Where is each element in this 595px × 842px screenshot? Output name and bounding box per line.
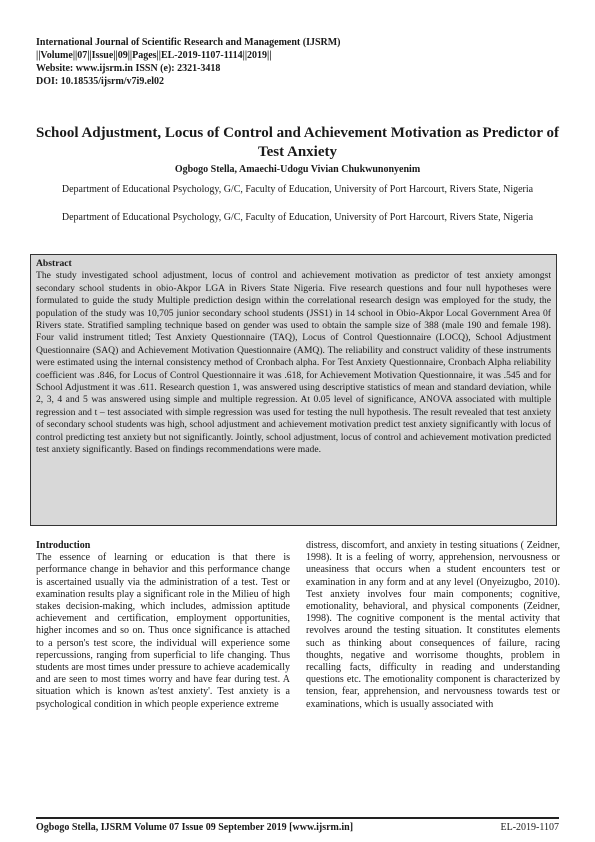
website-line: Website: www.ijsrm.in ISSN (e): 2321-3418: [36, 63, 221, 74]
footer-page-id: EL-2019-1107: [500, 822, 559, 833]
affiliation-1: Department of Educational Psychology, G/C, Faculty of Education, University of Port Harcourt, Rivers State, Nigeria: [61, 184, 534, 195]
footer-divider: [36, 817, 559, 819]
journal-name: International Journal of Scientific Research and Management (IJSRM): [36, 37, 341, 48]
affiliation-2: Department of Educational Psychology, G/C, Faculty of Education, University of Port Harcourt, Rivers State, Nigeria: [61, 212, 534, 223]
journal-header: [36, 36, 559, 88]
doi-line: DOI: 10.18535/ijsrm/v7i9.el02: [36, 76, 165, 87]
right-column: [306, 540, 560, 711]
abstract-box: [30, 254, 557, 526]
abstract-heading: Abstract: [36, 258, 72, 269]
footer-citation: Ogbogo Stella, IJSRM Volume 07 Issue 09 September 2019 [www.ijsrm.in]: [36, 822, 354, 833]
left-column: [36, 540, 290, 711]
introduction-right-text: distress, discomfort, and anxiety in testing situations ( Zeidner, 1998). It is a feeling of worry, apprehension, nervousness or uneasiness that occurs when a student encounters test or examination in any form and at any level (Onyeizugbo, 2010). Test anxiety involves four main components; cognitive, emotionality, behavioral, and physical components (Zeidner, 1998). The cognitive component is the mental activity that revolves around the testing situation. It constitutes elements such as thinking about consequences of failure, racing thoughts, negative and worrisome thoughts, problem in recalling facts, difficulty in reading and understanding questions etc. The emotionality component is characterized by tension, fear, apprehension, and nervousness towards test or examinations, which is usually associated with: [306, 540, 560, 710]
volume-line: ||Volume||07||Issue||09||Pages||EL-2019-1107-1114||2019||: [36, 50, 272, 61]
abstract-text: The study investigated school adjustment, locus of control and achievement motivation as predictor of test anxiety amongst secondary school students in obio-Akpor LGA in Rivers State Nigeria. Five research questions and four null hypotheses were formulated to guide the study Multiple prediction design within the correlational research design was employed for the study, the population of the study was 10,705 junior secondary school students (JSS1) in 14 school in Obio-Akpor Local Government Area 0f Rivers state. Stratified sampling technique based on gender was used to obtain the sample size of 388 (male 190 and female 198). Four valid instrument titled; Test Anxiety Questionnaire (TAQ), Locus of Control Questionnaire (LOCQ), School Adjustment Questionnaire (SAQ) and Achievement Motivation Questionnaire (AMQ). The reliability and construct validity of these instruments were estimated using the internal consistency method of Cronbach alpha. For Test Anxiety Questionnaire, Cronbach Alpha reliability coefficient was .846, for Locus of Control Questionnaire it was .618, for Achievement Motivation Questionnaire, it was .545 and for School Adjustment it was .611. Research question 1, was answered using descriptive statistics of mean and standard deviation, while 2, 3, 4 and 5 was answered using simple and multiple regression. At 0.05 level of significance, ANOVA associated with multiple regression and t – test associated with simple regression was used for testing the null hypothesis. The result revealed that test anxiety of secondary school students was high, school adjustment and achievement motivation predict test anxiety significantly with locus of control predicting test anxiety but not significantly. Jointly, school adjustment, locus of control and achievement motivation predicted test anxiety significantly. Based on findings recommendations were made.: [36, 270, 551, 456]
introduction-left-text: The essence of learning or education is that there is performance change in behavior and this performance change is ascertained usually via the administration of a test. Test or examination results play a significant role in the Milieu of high stakes decision-making, which includes, admission aptitude achievement and certification, employment opportunities, higher incomes and so on. Thus once significance is attached to a person's test score, the individual will experience some repercussions, ranging from superficial to life changing. Thus students are most times under pressure to achieve academically and are seen to most times worry and have fear during test. A situation which is known as'test anxiety'. Test anxiety is a psychological condition in which people experience extreme: [36, 552, 290, 710]
introduction-heading: Introduction: [36, 540, 91, 551]
paper-authors: Ogbogo Stella, Amaechi-Udogu Vivian Chukwunonyenim: [174, 164, 421, 175]
paper-title: School Adjustment, Locus of Control and Achievement Motivation as Predictor of Test Anxiety: [36, 125, 559, 160]
